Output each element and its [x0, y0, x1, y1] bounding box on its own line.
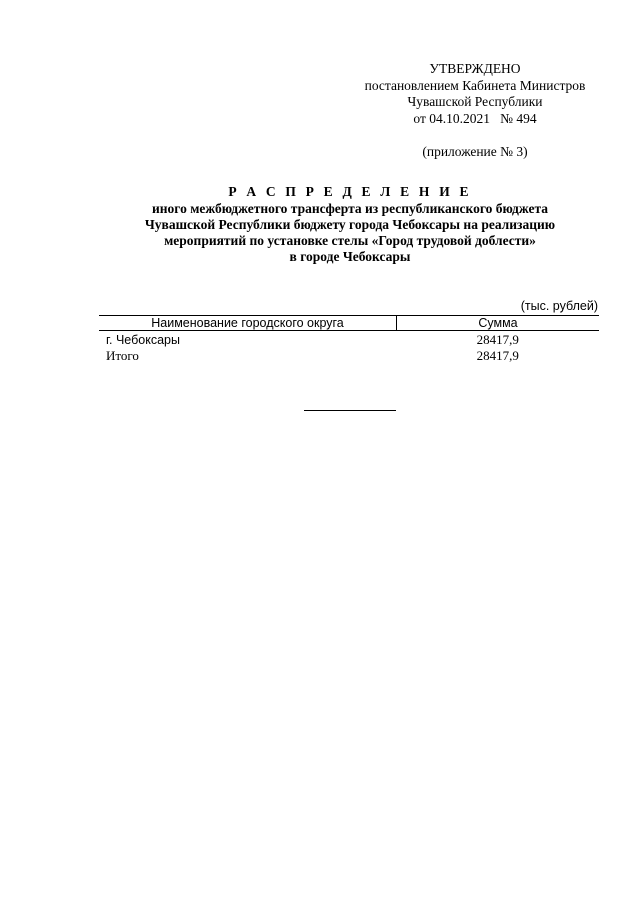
table-row — [99, 331, 599, 348]
header-sum: Сумма — [397, 316, 600, 331]
approval-title: УТВЕРЖДЕНО — [429, 61, 521, 76]
row-sum: 28417,9 — [476, 332, 519, 347]
total-label: Итого — [106, 348, 139, 363]
title-line-4: в городе Чебоксары — [289, 249, 411, 264]
title-line-2: Чувашской Республики бюджету города Чебоксары на реализацию — [144, 217, 556, 232]
header-district-name: Наименование городского округа — [99, 316, 397, 331]
title-line-1: иного межбюджетного трансферта из республиканского бюджета — [151, 201, 549, 216]
approval-authority: постановлением Кабинета Министров — [364, 77, 586, 93]
units-label: (тыс. рублей) — [520, 299, 598, 313]
appendix-label: (приложение № 3) — [422, 144, 528, 159]
table-header-row — [99, 316, 599, 331]
title-line-3: мероприятий по установке стелы «Город трудовой доблести» — [164, 233, 536, 248]
end-divider — [304, 410, 396, 411]
approval-date-number: от 04.10.2021 № 494 — [413, 110, 537, 126]
row-district-name: г. Чебоксары — [106, 333, 180, 347]
approval-region: Чувашской Республики — [407, 94, 543, 109]
total-sum: 28417,9 — [476, 348, 519, 363]
approval-stamp — [345, 61, 605, 161]
distribution-table — [99, 315, 599, 363]
title-heading: Р А С П Р Е Д Е Л Е Н И Е — [228, 184, 472, 199]
document-title — [60, 184, 640, 265]
table-total-row — [99, 347, 599, 363]
